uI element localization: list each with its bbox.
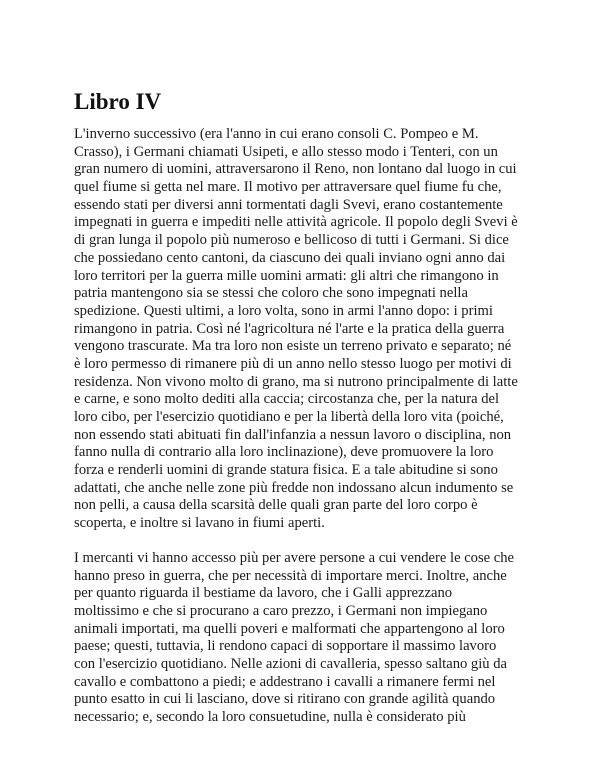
text-line: vengono trascurate. Ma tra loro non esiste un terreno privato e separato; né <box>74 338 512 355</box>
text-line: per quanto riguarda il bestiame da lavoro, che i Galli apprezzano <box>74 585 453 602</box>
text-line: e carne, e sono molto dediti alla caccia; circostanza che, per la natura del <box>74 391 500 408</box>
paragraph-1 <box>74 126 518 533</box>
text-line: spedizione. Questi ultimi, a loro volta, sono in armi l'anno dopo: i primi <box>74 302 493 319</box>
text-line: non pelli, a causa della scarsità delle quali gran parte del loro corpo è <box>74 497 478 514</box>
text-line: che possiedano cento cantoni, da ciascuno dei quali inviano ogni anno dai <box>74 249 506 266</box>
text-line: I mercanti vi hanno accesso più per avere persone a cui vendere le cose che <box>74 549 515 566</box>
text-line: non essendo stati abituati fin dall'infanzia a nessun lavoro o disciplina, non <box>74 426 512 443</box>
document-body <box>74 126 518 727</box>
text-line: gran numero di uomini, attraversarono il Reno, non lontano dal luogo in cui <box>74 161 517 178</box>
text-line: Crasso), i Germani chiamati Usipeti, e allo stesso modo i Tenteri, con un <box>74 143 498 160</box>
text-line: residenza. Non vivono molto di grano, ma si nutrono principalmente di latte <box>74 373 518 390</box>
paragraph-2 <box>74 550 514 727</box>
text-line: quel fiume si getta nel mare. Il motivo per attraversare quel fiume fu che, <box>74 179 502 196</box>
text-line: fanno nulla di contrario alla loro inclinazione), deve promuovere la loro <box>74 444 494 461</box>
text-line: rimangono in patria. Così né l'agricoltura né l'arte e la pratica della guerra <box>74 320 505 337</box>
text-line: patria mantengono sia se stessi che coloro che sono impegnati nella <box>74 285 468 302</box>
text-line: scoperta, e inoltre si lavano in fiumi aperti. <box>74 515 325 532</box>
text-line: loro cibo, per l'esercizio quotidiano e per la libertà della loro vita (poiché, <box>74 409 504 425</box>
text-line: forza e renderli uomini di grande statura fisica. E a tale abitudine si sono <box>74 462 498 479</box>
text-line: essendo stati per diversi anni tormentati dagli Svevi, erano costantemente <box>74 196 503 213</box>
text-line: animali importati, ma quelli poveri e malformati che appartengono al loro <box>74 620 505 637</box>
text-line: moltissimo e che si procurano a caro prezzo, i Germani non impiegano <box>74 602 488 619</box>
text-line: loro territori per la guerra mille uomini armati: gli altri che rimangono in <box>74 267 499 284</box>
text-line: necessario; e, secondo la loro consuetudine, nulla è considerato più <box>74 709 466 725</box>
text-line: L'inverno successivo (era l'anno in cui erano consoli C. Pompeo e M. <box>74 126 479 142</box>
page-title: Libro IV <box>74 89 162 114</box>
paragraph-spacer <box>74 533 514 550</box>
text-line: cavallo e combattono a piedi; e addestrano i cavalli a rimanere fermi nel <box>74 673 496 690</box>
text-line: impegnati in guerra e impediti nelle attività agricole. Il popolo degli Svevi è <box>74 214 518 231</box>
text-line: paese; questi, tuttavia, li rendono capaci di sopportare il massimo lavoro <box>74 638 497 655</box>
text-line: adattati, che anche nelle zone più fredde non indossano alcun indumento se <box>74 479 514 496</box>
text-line: con l'esercizio quotidiano. Nelle azioni di cavalleria, spesso saltano giù da <box>74 655 508 672</box>
text-line: punto esatto in cui li lasciano, dove si ritirano con grande agilità quando <box>74 691 496 708</box>
text-line: è loro permesso di rimanere più di un anno nello stesso luogo per motivi di <box>74 355 512 372</box>
text-line: di gran lunga il popolo più numeroso e bellicoso di tutti i Germani. Si dice <box>74 232 509 249</box>
text-line: hanno preso in guerra, che per necessità di importare merci. Inoltre, anche <box>74 567 507 584</box>
